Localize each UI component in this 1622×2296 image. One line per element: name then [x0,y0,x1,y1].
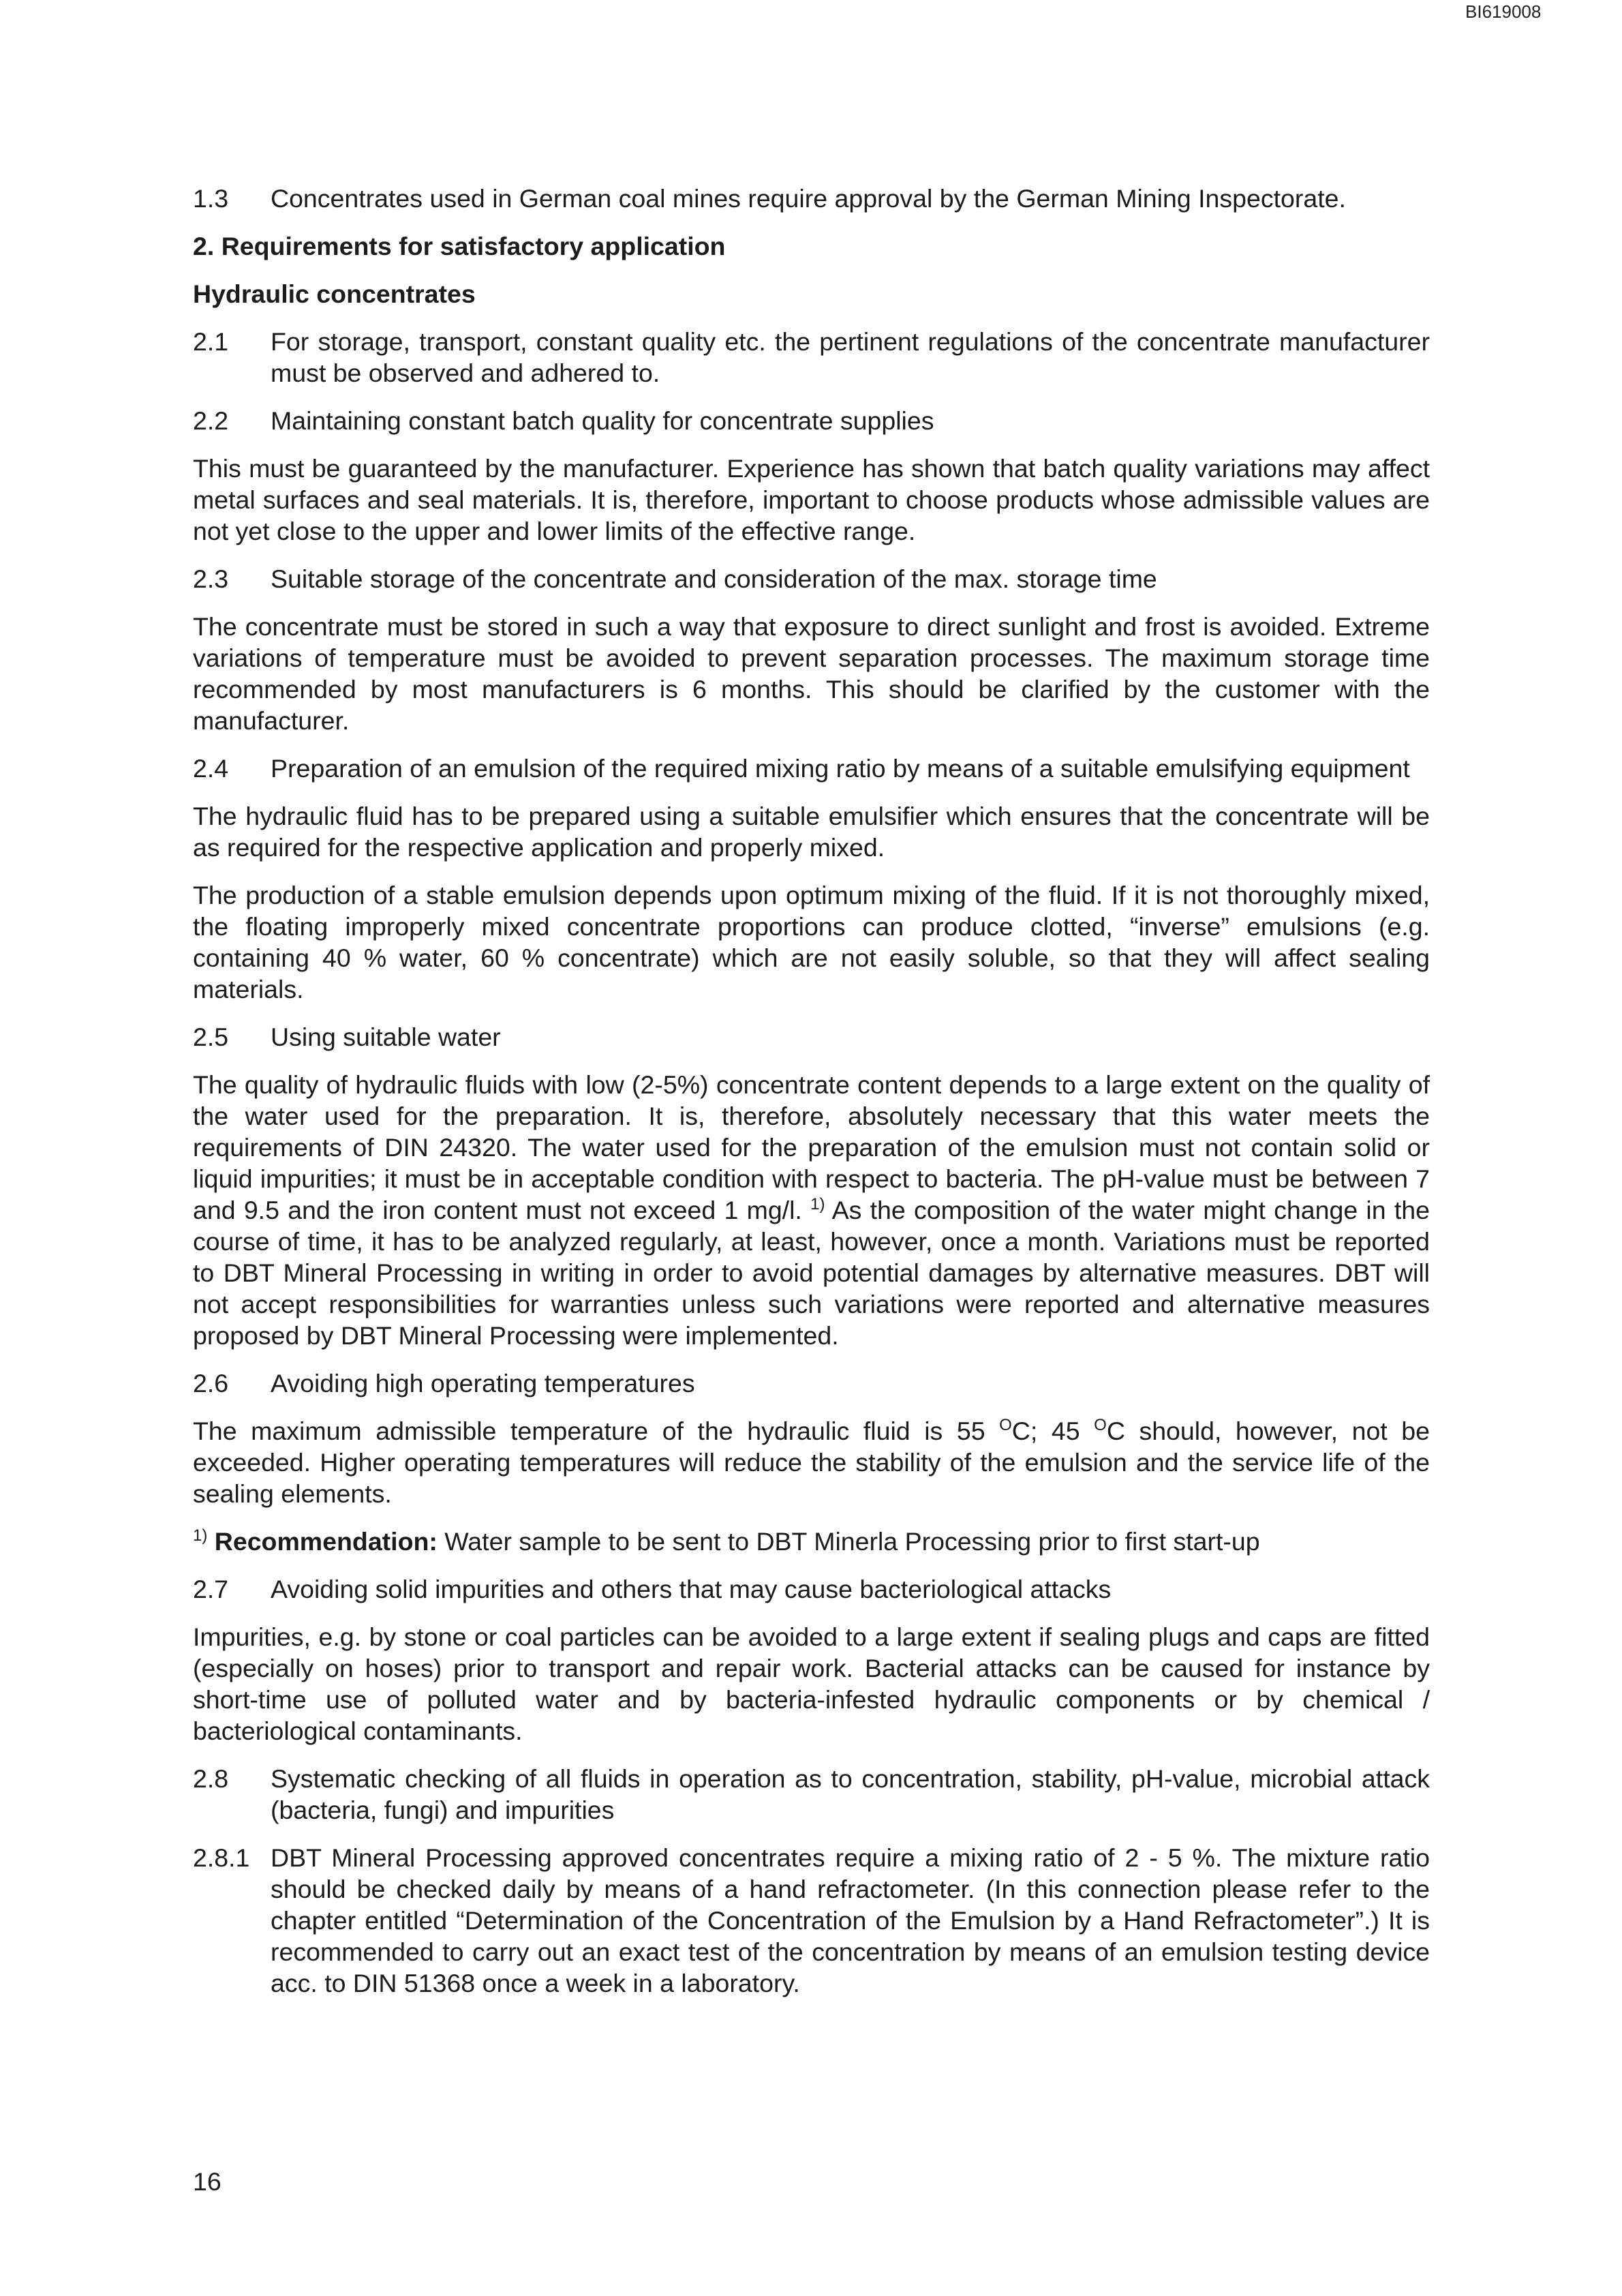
footnote-reference: 1) [810,1195,825,1213]
section-number: 2.5 [193,1023,229,1051]
paragraph: Impurities, e.g. by stone or coal particles can be avoided to a large extent if sealing plugs and caps are fitted (especially on hoses) prior to transport and repair work. Bacterial attacks can be caused for instance by short-time use of polluted water and by bacteria-infested hydraulic components or by chemical / bacteriological contaminants. [193,1622,1430,1745]
section-title: Maintaining constant batch quality for concentrate supplies [271,406,934,435]
section-2-5 [193,1021,1430,1053]
degree-mark: O [999,1416,1012,1434]
footnote-label: Recommendation: [214,1527,438,1556]
paragraph-text: The quality of hydraulic fluids with low (2-5%) concentrate content depends to a large extent on the quality of the water used for the preparation. It is, therefore, absolutely necessary that this water meets the requirements of DIN 24320. The water used for the preparation of the emulsion must not contain solid or liquid impurities; it must be in acceptable condition with respect to bacteria. The pH-value must be between 7 and 9.5 and the iron content must not exceed 1 mg/l. [193,1070,1430,1224]
section-heading: 2. Requirements for satisfactory application [193,232,726,260]
paragraph-text: C should, however, not be exceeded. Higher operating temperatures will reduce the stability of the emulsion and the service life of the sealing elements. [193,1417,1430,1508]
section-number: 2.6 [193,1369,229,1398]
section-title: Using suitable water [271,1023,501,1051]
section-text: DBT Mineral Processing approved concentrates require a mixing ratio of 2 - 5 %. The mixture ratio should be checked daily by means of a hand refractometer. (In this connection please refer to the chapter entitled “Determination of the Concentration of the Emulsion by a Hand Refractometer”.) It is recommended to carry out an exact test of the concentration by means of an emulsion testing device acc. to DIN 51368 once a week in a laboratory. [271,1843,1430,1997]
section-number: 1.3 [193,184,229,213]
section-title: Preparation of an emulsion of the required mixing ratio by means of a suitable emulsifying equipment [271,754,1410,783]
section-2-8 [193,1763,1430,1826]
paragraph-text: As the composition of the water might change in the course of time, it has to be analyzed regularly, at least, however, once a month. Variations must be reported to DBT Mineral Processing in writing in order to avoid potential damages by alternative measures. DBT will not accept responsibilities for warranties unless such variations were reported and alternative measures proposed by DBT Mineral Processing were implemented. [193,1196,1430,1350]
section-number: 2.2 [193,406,229,435]
paragraph: This must be guaranteed by the manufacturer. Experience has shown that batch quality variations may affect metal surfaces and seal materials. It is, therefore, important to choose products whose admissible values are not yet close to the upper and lower limits of the effective range. [193,454,1430,545]
section-2-8-1 [193,1842,1430,1999]
section-text: Concentrates used in German coal mines require approval by the German Mining Inspectorate. [271,184,1346,213]
section-title: Avoiding solid impurities and others that may cause bacteriological attacks [271,1575,1112,1603]
section-text: For storage, transport, constant quality etc. the pertinent regulations of the concentrate manufacturer must be observed and adhered to. [271,327,1430,387]
paragraph: The hydraulic fluid has to be prepared using a suitable emulsifier which ensures that the concentrate will be as required for the respective application and properly mixed. [193,802,1430,862]
paragraph-text: The maximum admissible temperature of the hydraulic fluid is 55 [193,1417,1000,1445]
section-number: 2.8 [193,1764,229,1793]
footnote [193,1526,1430,1557]
paragraph-text: C; 45 [1011,1417,1095,1445]
subsection-heading: Hydraulic concentrates [193,280,476,308]
section-2-6 [193,1368,1430,1399]
page-number: 16 [193,2167,221,2196]
document-body [193,183,1430,2015]
section-2-7 [193,1573,1430,1605]
section-1-3 [193,183,1430,214]
section-number: 2.3 [193,564,229,593]
paragraph [193,1069,1430,1351]
section-2-1 [193,326,1430,389]
document-id: BI619008 [1465,1,1542,22]
section-title: Avoiding high operating temperatures [271,1369,695,1398]
paragraph [193,1415,1430,1509]
paragraph: The production of a stable emulsion depends upon optimum mixing of the fluid. If it is not thoroughly mixed, the floating improperly mixed concentrate proportions can produce clotted, “inverse” emulsions (e.g. containing 40 % water, 60 % concentrate) which are not easily soluble, so that they will affect sealing materials. [193,881,1430,1003]
section-title: Systematic checking of all fluids in operation as to concentration, stability, pH-value, microbial attack (bacteria, fungi) and impurities [271,1764,1430,1824]
section-number: 2.7 [193,1575,229,1603]
section-title: Suitable storage of the concentrate and consideration of the max. storage time [271,564,1157,593]
footnote-text: Water sample to be sent to DBT Minerla Processing prior to first start-up [437,1527,1260,1556]
section-number: 2.1 [193,327,229,356]
paragraph: The concentrate must be stored in such a way that exposure to direct sunlight and frost is avoided. Extreme variations of temperature must be avoided to prevent separation processes. The maximum storage time recommended by most manufacturers is 6 months. This should be clarified by the customer with the manufacturer. [193,612,1430,735]
section-number: 2.4 [193,754,229,783]
degree-mark: O [1094,1416,1107,1434]
footnote-mark: 1) [193,1526,208,1545]
section-number: 2.8.1 [193,1843,250,1872]
section-2-4 [193,753,1430,784]
section-2-3 [193,563,1430,594]
section-2-2 [193,405,1430,436]
